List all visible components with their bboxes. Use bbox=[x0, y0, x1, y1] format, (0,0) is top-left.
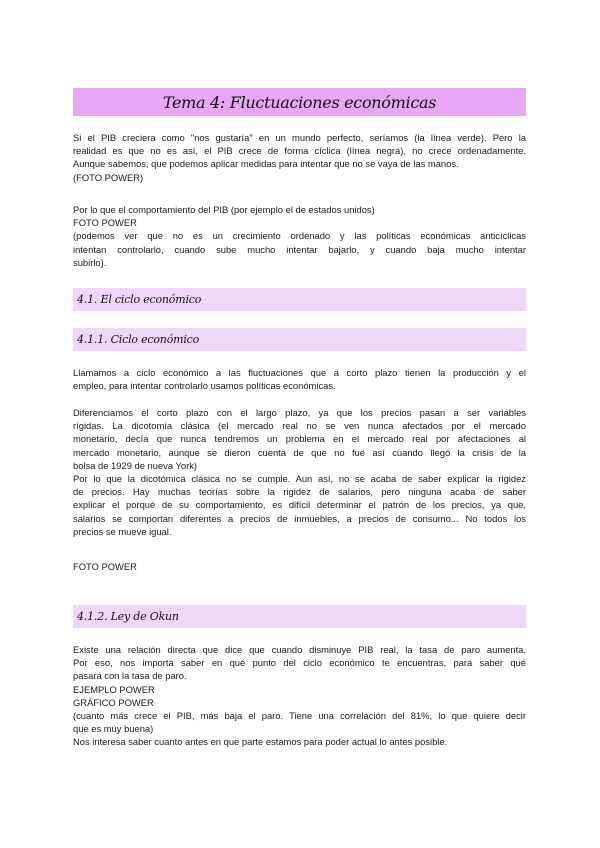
text-line: Por lo que el comportamiento del PIB (por ejemplo el de estados unidos) bbox=[73, 204, 375, 215]
section-heading-4-1 bbox=[73, 288, 526, 311]
title-bar bbox=[73, 88, 526, 116]
text-line: que es muy buena) bbox=[73, 723, 154, 735]
dicotomia-paragraph bbox=[73, 406, 526, 538]
text-line: intentan controlarlo, cuando sube mucho intentar bajarlo, y cuando baja mucho intentar bbox=[73, 243, 526, 255]
page-title: Tema 4: Fluctuaciones económicas bbox=[162, 92, 437, 112]
text-line: de precios. Hay muchas teorías sobre la rigidez de salarios, pero ninguna acaba de saber bbox=[73, 486, 526, 498]
text-line: Si el PIB creciera como "nos gustaría" en un mundo perfecto, seríamos (la línea verde). Pero la bbox=[73, 132, 526, 143]
text-line: pasará con la tasa de paro. bbox=[73, 670, 187, 682]
text-line: (cuanto más crece el PIB, más baja el paro. Tiene una correlación del 81%, lo que quiere decir bbox=[73, 710, 526, 722]
text-line: Por eso, nos importa saber en qué punto del ciclo económico te encuentras, para saber qué bbox=[73, 657, 526, 669]
text-line: Nos interesa saber cuanto antes en que parte estamos para poder actual lo antes posible. bbox=[73, 736, 448, 748]
section-heading-text: 4.1.1. Ciclo económico bbox=[77, 333, 200, 346]
text-line: realidad es que no es así, el PIB crece de forma cíclica (línea negra), no crece ordenadamente. bbox=[73, 145, 526, 157]
text-line: Por lo que la dicotómica clásica no se cumple. Aun así, no se acaba de saber explicar la rigidez bbox=[73, 473, 526, 485]
ciclo-paragraph bbox=[73, 366, 526, 392]
section-heading-text: 4.1. El ciclo económico bbox=[77, 293, 202, 306]
text-line: rígidas. La dicotomía clásica (el mercado real no se ven nunca afectados por el mercado bbox=[73, 420, 526, 432]
text-line: bolsa de 1929 de nueva York) bbox=[73, 459, 198, 471]
section-heading-text: 4.1.2. Ley de Okun bbox=[77, 610, 179, 623]
text-line: Aunque sabemos, que podemos aplicar medidas para intentar que no se vaya de las manos. bbox=[73, 158, 459, 170]
text-line: EJEMPLO POWER bbox=[73, 683, 155, 695]
text-line: explicar el porqué de su comportamiento, es difícil determinar el patrón de los precios, ya que, bbox=[73, 499, 526, 511]
section-heading-4-1-2 bbox=[73, 605, 526, 628]
text-line: (podemos ver que no es un crecimiento ordenado y las políticas económicas anticíclicas bbox=[73, 230, 526, 242]
text-line: empleo, para intentar controlarlo usamos políticas económicas. bbox=[73, 380, 336, 392]
text-line: Diferenciamos el corto plazo con el largo plazo, ya que los precios pasan a ser variables bbox=[73, 407, 526, 418]
text-line: monetario, decía que nunca tendremos un problema en el mercado real por afectaciones al bbox=[73, 433, 526, 445]
intro-paragraph bbox=[73, 131, 526, 184]
text-line: Existe una relación directa que dice que cuando disminuye PIB real, la tasa de paro aumenta. bbox=[73, 644, 526, 655]
text-line: precios se mueve igual. bbox=[73, 525, 172, 537]
foto-power-note bbox=[73, 560, 526, 573]
text-line: (FOTO POWER) bbox=[73, 171, 144, 183]
pib-paragraph bbox=[73, 203, 526, 269]
text-line: mercado monetario, aunque se dieron cuenta de que no fue así cuando llegó la crisis de la bbox=[73, 446, 526, 458]
text-line: subirlo). bbox=[73, 256, 107, 268]
section-heading-4-1-1 bbox=[73, 328, 526, 351]
text-line: salarios se comportan diferentes a precios de inmuebles, a precios de consumo... No todos los bbox=[73, 512, 526, 524]
text-line: FOTO POWER bbox=[73, 561, 137, 572]
text-line: GRÁFICO POWER bbox=[73, 696, 154, 708]
text-line: FOTO POWER bbox=[73, 217, 137, 229]
text-line: Llamamos a ciclo económico a las fluctuaciones que a corto plazo tienen la producción y el bbox=[73, 367, 526, 378]
okun-paragraph bbox=[73, 643, 526, 749]
